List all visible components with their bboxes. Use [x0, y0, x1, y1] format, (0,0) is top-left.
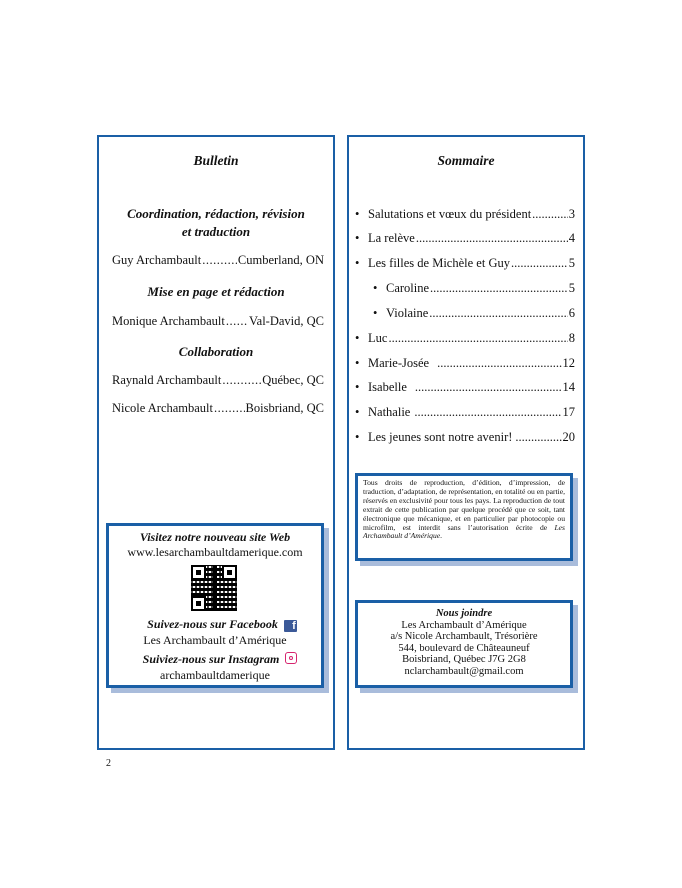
instagram-name: archambaultdamerique	[160, 668, 270, 682]
toc-label: Nathalie	[368, 405, 411, 419]
contact-title: Nous joindre	[435, 608, 493, 619]
instagram-line[interactable]: Suiviez-nous sur Instagram	[106, 652, 324, 667]
credit-row	[112, 401, 324, 416]
visit-website-text: Visitez notre nouveau site Web	[139, 530, 291, 544]
credit-place: Val-David, QC	[249, 314, 324, 328]
toc-page: 20	[562, 430, 575, 444]
page-number: 2	[106, 758, 111, 769]
credit-name: Nicole Archambault	[112, 401, 214, 415]
bullet-icon: •	[355, 207, 360, 221]
contact-org: Les Archambault d’Amérique	[401, 619, 527, 631]
contact-person: a/s Nicole Archambault, Trésorière	[390, 631, 538, 643]
toc-item[interactable]	[355, 430, 575, 445]
toc-item[interactable]	[355, 256, 575, 271]
toc-page: 8	[568, 331, 575, 345]
facebook-icon[interactable]: f	[284, 620, 297, 632]
toc-item[interactable]	[355, 380, 575, 395]
toc-item[interactable]	[355, 207, 575, 222]
bullet-icon: •	[355, 331, 360, 345]
credit-row	[112, 253, 324, 268]
toc-item[interactable]	[355, 231, 575, 246]
copyright-notice: Tous droits de reproduction, d’édition, d’impression, de traduction, d’adaptation, de représentation, en totalité ou en partie, réservés en exclusivité pour tous les pays. La reproduction de tout extrait de cette publication par quelque procédé que ce soit, tant électronique que mécanique, et en particulier par photocopie ou microfilm, est interdit sans l’autorisation écrite de Les Archambault d’Amérique.	[355, 473, 573, 561]
toc-page: 5	[568, 281, 575, 295]
toc-page: 4	[568, 231, 575, 245]
credit-place: Boisbriand, QC	[245, 401, 324, 415]
toc-page: 12	[562, 356, 575, 370]
toc-page: 17	[562, 405, 575, 419]
credit-place: Québec, QC	[262, 373, 324, 387]
instagram-icon[interactable]	[285, 652, 297, 664]
toc-item[interactable]	[355, 331, 575, 346]
toc-label: Isabelle	[368, 380, 407, 394]
toc-label: Violaine	[386, 306, 429, 320]
credit-row	[112, 373, 324, 388]
layout-heading: Mise en page et rédaction	[147, 284, 285, 299]
contact-email[interactable]: nclarchambault@gmail.com	[404, 665, 524, 677]
coordination-heading-line1: Coordination, rédaction, révision	[127, 206, 305, 221]
credit-name: Raynald Archambault	[112, 373, 222, 387]
toc-label: La relève	[368, 231, 415, 245]
qr-code-icon[interactable]	[191, 565, 237, 611]
bullet-icon: •	[373, 281, 378, 295]
facebook-name: Les Archambault d’Amérique	[143, 633, 287, 647]
coordination-heading-line2: et traduction	[181, 224, 251, 239]
toc-label: Salutations et vœux du président	[368, 207, 532, 221]
toc-page: 3	[568, 207, 575, 221]
facebook-line[interactable]: Suivez-nous sur Facebook f	[147, 617, 296, 632]
copyright-owner: Les Archambault d’Amérique	[363, 522, 565, 541]
toc-page: 14	[562, 380, 575, 394]
toc-label: Les filles de Michèle et Guy	[368, 256, 510, 270]
sommaire-title: Sommaire	[437, 153, 495, 168]
collaboration-heading: Collaboration	[178, 344, 254, 359]
contact-box	[355, 600, 573, 688]
credit-name: Guy Archambault	[112, 253, 202, 267]
copyright-text: Tous droits de reproduction, d’édition, d’impression, de traduction, d’adaptation, de représentation, en totalité ou en partie, réservés en exclusivité pour tous les pays. La reproduction de tout extrait de cette publication par quelque procédé que ce soit, tant électronique que mécanique, et en particulier par photocopie ou microfilm, est interdit sans l’autorisation écrite de	[363, 478, 566, 532]
toc-label: Luc	[368, 331, 388, 345]
toc-label: Les jeunes sont notre avenir!	[368, 430, 513, 444]
bullet-icon: •	[355, 405, 360, 419]
toc-label: Caroline	[386, 281, 430, 295]
toc-item[interactable]	[355, 356, 575, 371]
bullet-icon: •	[355, 256, 360, 270]
toc-item[interactable]	[355, 405, 575, 420]
credit-row	[112, 314, 324, 329]
toc-label: Marie-Josée	[368, 356, 430, 370]
toc-subitem[interactable]	[373, 281, 575, 296]
contact-street: 544, boulevard de Châteauneuf	[398, 642, 530, 654]
bullet-icon: •	[355, 380, 360, 394]
bullet-icon: •	[355, 430, 360, 444]
toc-page: 5	[568, 256, 575, 270]
credit-place: Cumberland, ON	[237, 253, 324, 267]
contact-city: Boisbriand, Québec J7G 2G8	[402, 654, 526, 666]
coordination-heading	[97, 205, 335, 241]
bulletin-title: Bulletin	[193, 153, 239, 168]
credit-name: Monique Archambault	[112, 314, 225, 328]
toc-subitem[interactable]	[373, 306, 575, 321]
website-url[interactable]: www.lesarchambaultdamerique.com	[127, 545, 303, 559]
bullet-icon: •	[373, 306, 378, 320]
toc-page: 6	[568, 306, 575, 320]
bullet-icon: •	[355, 356, 360, 370]
bullet-icon: •	[355, 231, 360, 245]
